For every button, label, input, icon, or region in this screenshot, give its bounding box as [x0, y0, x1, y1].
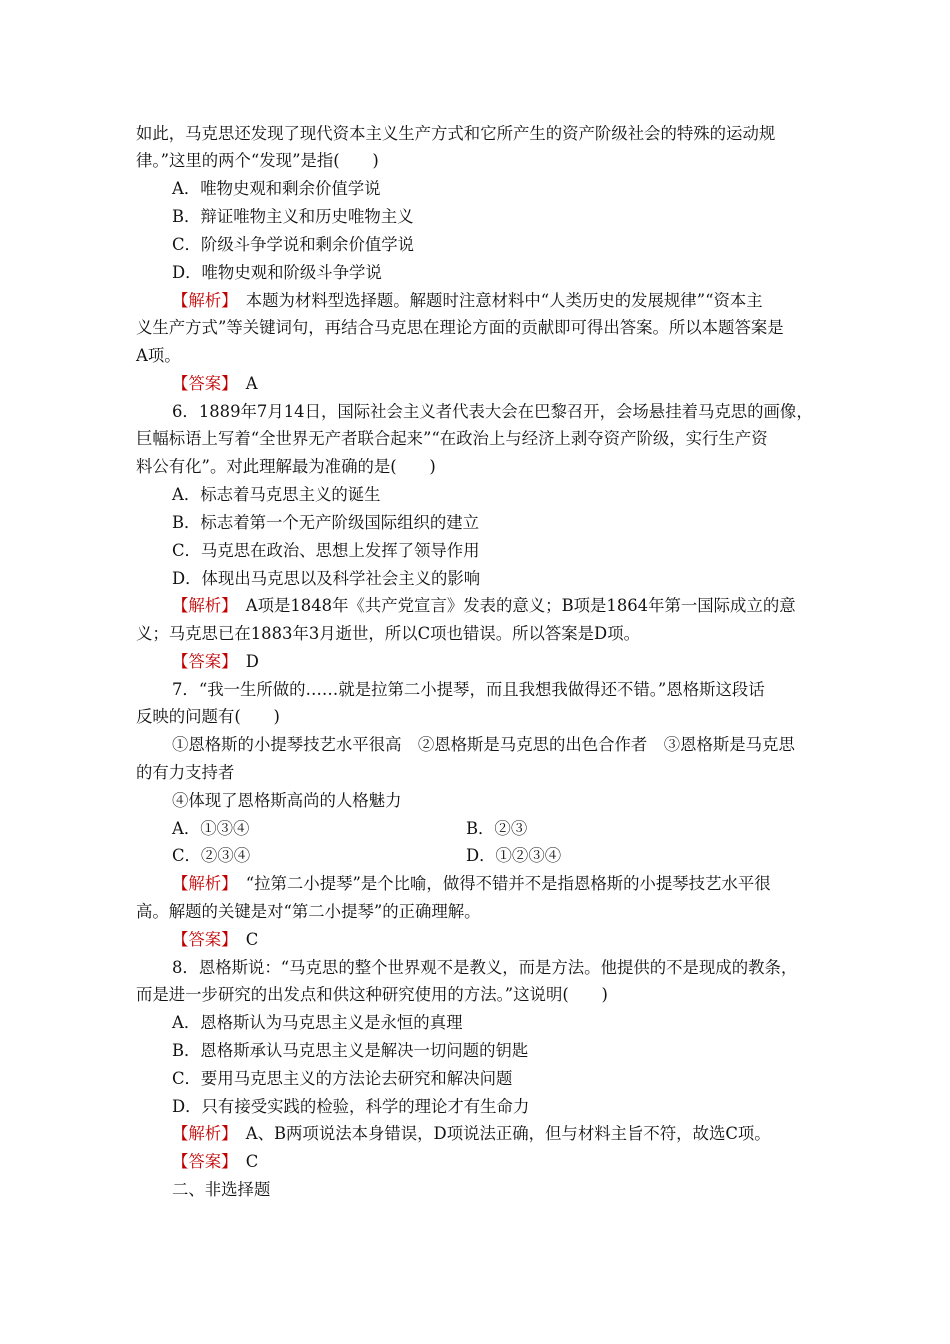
q6-answer — [172, 652, 259, 672]
q7-answer — [172, 930, 258, 950]
q6-stem-line: 料公有化”。对此理解最为准确的是( ) — [136, 457, 436, 476]
q7-items-line: 的有力支持者 — [136, 763, 235, 782]
section-title: 二、非选择题 — [172, 1180, 271, 1199]
q5-option-d: D．唯物史观和阶级斗争学说 — [172, 263, 382, 282]
q7-option-c: C．②③④ — [172, 846, 251, 865]
answer-text: D — [229, 652, 259, 671]
answer-tag: 【答案】 — [172, 652, 230, 671]
q8-option-c: C．要用马克思主义的方法论去研究和解决问题 — [172, 1069, 513, 1088]
analysis-text: “拉第二小提琴”是个比喻，做得不错并不是指恩格斯的小提琴技艺水平很 — [229, 874, 771, 893]
q7-option-row — [172, 819, 249, 839]
q7-analysis-line: 高。解题的关键是对“第二小提琴”的正确理解。 — [136, 902, 481, 921]
q6-stem-line: 巨幅标语上写着“全世界无产者联合起来”“在政治上与经济上剥夺资产阶级，实行生产资 — [136, 429, 768, 448]
q8-option-d: D．只有接受实践的检验，科学的理论才有生命力 — [172, 1097, 530, 1116]
analysis-tag: 【解析】 — [172, 1124, 230, 1143]
analysis-text: A项是1848年《共产党宣言》发表的意义；B项是1864年第一国际成立的意 — [229, 596, 796, 615]
q5-analysis — [172, 291, 763, 311]
q5-option-a: A．唯物史观和剩余价值学说 — [172, 179, 381, 198]
answer-text: C — [229, 930, 259, 949]
q5-analysis-line: A项。 — [136, 346, 181, 365]
q5-stem-line: 律。”这里的两个“发现”是指( ) — [136, 151, 379, 170]
q5-answer — [172, 374, 258, 394]
q5-option-c: C．阶级斗争学说和剩余价值学说 — [172, 235, 415, 254]
q7-stem-line: 7．“我一生所做的……就是拉第二小提琴，而且我想我做得还不错。”恩格斯这段话 — [172, 680, 765, 699]
q5-stem-line: 如此，马克思还发现了现代资本主义生产方式和它所产生的资产阶级社会的特殊的运动规 — [136, 124, 776, 143]
q8-stem-line: 而是进一步研究的出发点和供这种研究使用的方法。”这说明( ) — [136, 985, 608, 1004]
q6-option-a: A．标志着马克思主义的诞生 — [172, 485, 381, 504]
q7-option-a: A．①③④ — [172, 819, 250, 838]
analysis-tag: 【解析】 — [172, 874, 230, 893]
q8-option-b: B．恩格斯承认马克思主义是解决一切问题的钥匙 — [172, 1041, 529, 1060]
q8-stem-line: 8．恩格斯说：“马克思的整个世界观不是教义，而是方法。他提供的不是现成的教条， — [172, 958, 798, 977]
q6-analysis-line: 义；马克思已在1883年3月逝世，所以C项也错误。所以答案是D项。 — [136, 624, 640, 643]
q8-analysis — [172, 1124, 771, 1144]
q7-items-line: ①恩格斯的小提琴技艺水平很高 ②恩格斯是马克思的出色合作者 ③恩格斯是马克思 — [172, 735, 795, 754]
analysis-text: 本题为材料型选择题。解题时注意材料中“人类历史的发展规律”“资本主 — [229, 291, 763, 310]
q8-answer — [172, 1152, 258, 1172]
q7-option-d: D．①②③④ — [466, 846, 562, 865]
q6-option-b: B．标志着第一个无产阶级国际组织的建立 — [172, 513, 480, 532]
q7-option-row — [172, 846, 250, 866]
q6-analysis — [172, 596, 796, 616]
q6-option-d: D．体现出马克思以及科学社会主义的影响 — [172, 569, 481, 588]
analysis-tag: 【解析】 — [172, 291, 230, 310]
q7-analysis — [172, 874, 771, 894]
q7-option-b: B．②③ — [466, 819, 528, 838]
analysis-tag: 【解析】 — [172, 596, 230, 615]
q6-stem-line: 6．1889年7月14日，国际社会主义者代表大会在巴黎召开，会场悬挂着马克思的画像， — [172, 402, 813, 421]
q7-items-line: ④体现了恩格斯高尚的人格魅力 — [172, 791, 402, 810]
q5-analysis-line: 义生产方式”等关键词句，再结合马克思在理论方面的贡献即可得出答案。所以本题答案是 — [136, 318, 784, 337]
analysis-text: A、B两项说法本身错误，D项说法正确，但与材料主旨不符，故选C项。 — [229, 1124, 771, 1143]
answer-tag: 【答案】 — [172, 1152, 230, 1171]
q6-option-c: C．马克思在政治、思想上发挥了领导作用 — [172, 541, 480, 560]
q5-option-b: B．辩证唯物主义和历史唯物主义 — [172, 207, 414, 226]
answer-text: C — [229, 1152, 259, 1171]
answer-text: A — [229, 374, 258, 393]
answer-tag: 【答案】 — [172, 374, 230, 393]
answer-tag: 【答案】 — [172, 930, 230, 949]
q8-option-a: A．恩格斯认为马克思主义是永恒的真理 — [172, 1013, 463, 1032]
q7-stem-line: 反映的问题有( ) — [136, 707, 280, 726]
